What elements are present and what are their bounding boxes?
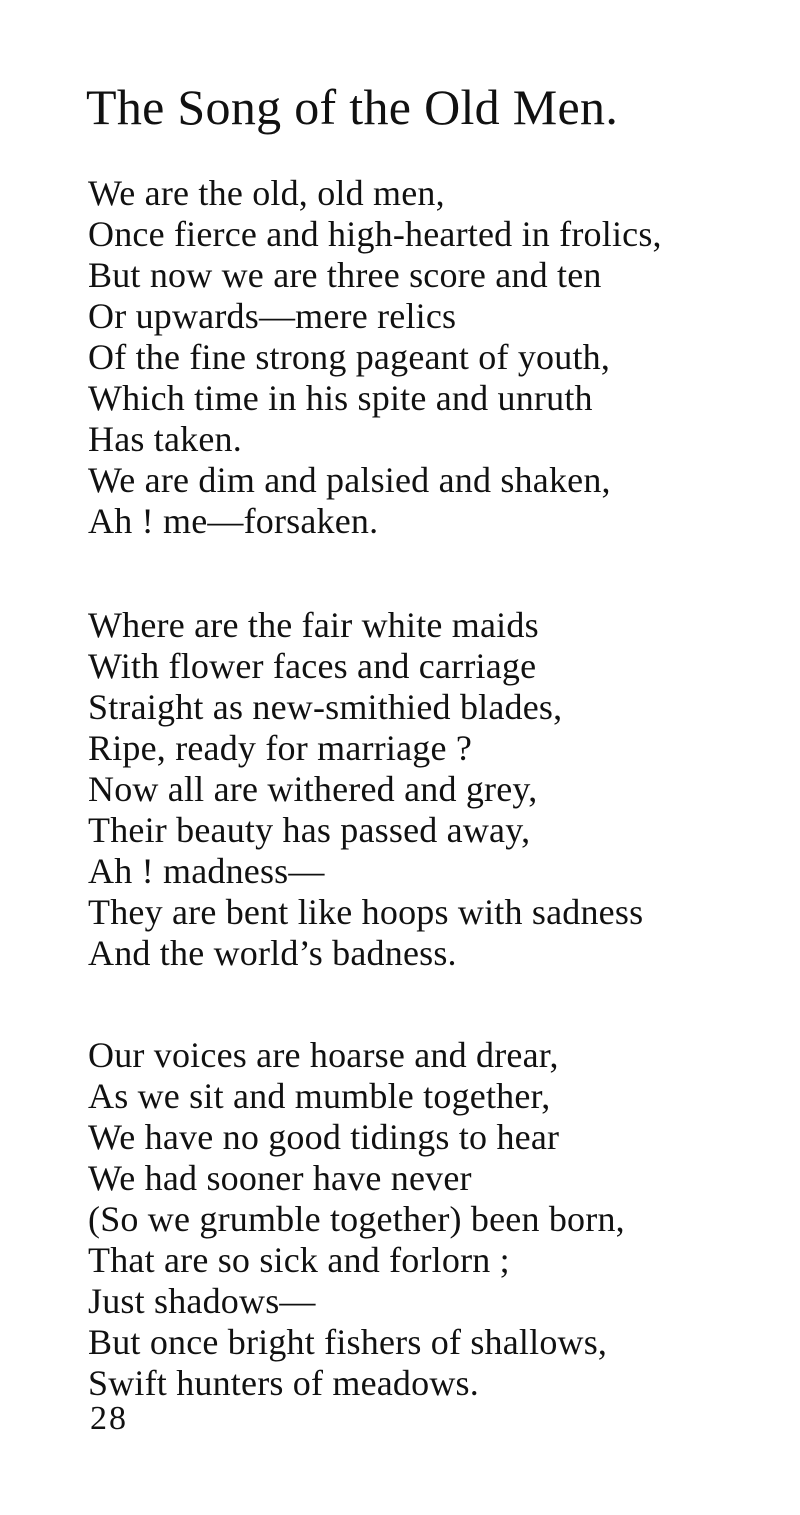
poem-line: We are the old, old men, xyxy=(88,173,445,213)
stanza-3 xyxy=(88,1035,625,1404)
poem-line: Straight as new-smithied blades, xyxy=(88,687,563,727)
poem-line: Ripe, ready for marriage ? xyxy=(88,728,473,768)
poem-title: The Song of the Old Men. xyxy=(86,79,619,135)
poem-line: (So we grumble together) been born, xyxy=(88,1199,625,1239)
poem-line: With flower faces and carriage xyxy=(88,646,537,686)
poem-line: Where are the fair white maids xyxy=(88,605,539,645)
poem-line: That are so sick and forlorn ; xyxy=(88,1240,510,1280)
poem-line: Ah ! madness— xyxy=(88,851,325,891)
poem-line: We are dim and palsied and shaken, xyxy=(88,460,611,500)
poem-line: Once fierce and high-hearted in frolics, xyxy=(88,214,662,254)
poem-line: Ah ! me—forsaken. xyxy=(88,501,379,541)
poem-line: We have no good tidings to hear xyxy=(88,1117,560,1157)
poem-line: Or upwards—mere relics xyxy=(88,296,457,336)
poem-line: But once bright fishers of shallows, xyxy=(88,1322,608,1362)
poem-line: They are bent like hoops with sadness xyxy=(88,892,644,932)
stanza-2 xyxy=(88,605,643,974)
stanza-1 xyxy=(88,173,662,542)
poem-line: But now we are three score and ten xyxy=(88,255,602,295)
poem-line: Our voices are hoarse and drear, xyxy=(88,1035,559,1075)
poem-line: Of the fine strong pageant of youth, xyxy=(88,337,611,377)
poem-line: Now all are withered and grey, xyxy=(88,769,538,809)
poem-line: Which time in his spite and unruth xyxy=(88,378,593,418)
poem-line: We had sooner have never xyxy=(88,1158,472,1198)
poem-line: Their beauty has passed away, xyxy=(88,810,531,850)
poem-line: Swift hunters of meadows. xyxy=(88,1363,479,1403)
poem-line: And the world’s badness. xyxy=(88,933,457,973)
poem-line: Just shadows— xyxy=(88,1281,316,1321)
poem-line: Has taken. xyxy=(88,419,242,459)
poem-line: As we sit and mumble together, xyxy=(88,1076,551,1116)
page-number: 28 xyxy=(90,1400,128,1437)
